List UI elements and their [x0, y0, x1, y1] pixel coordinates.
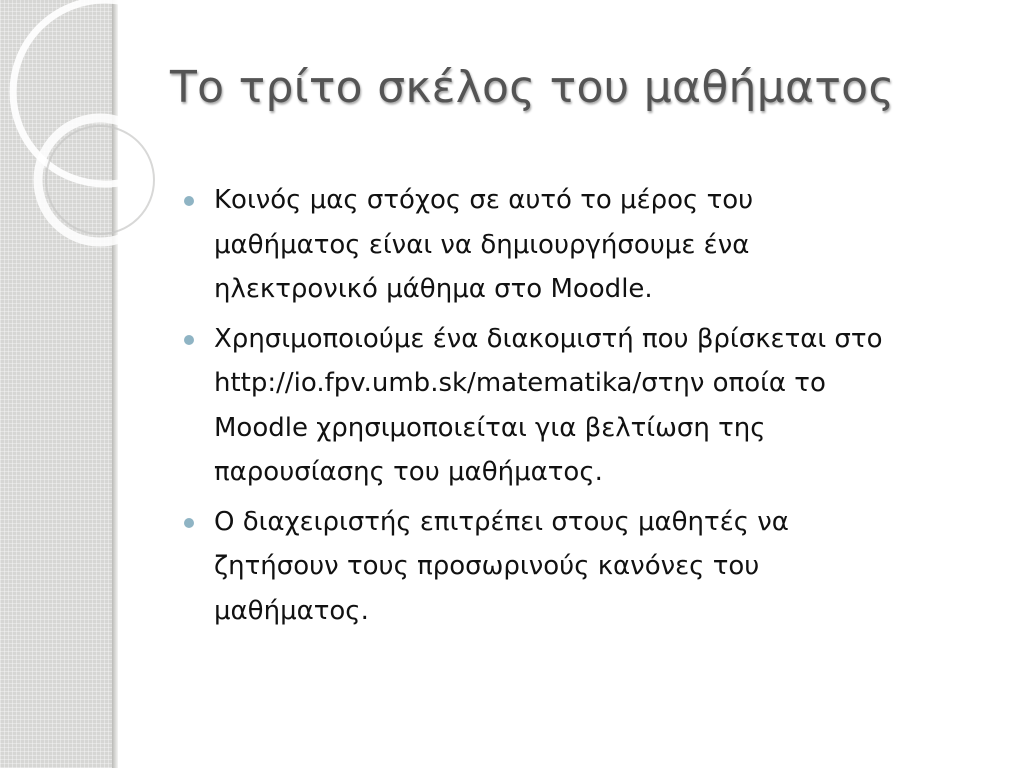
bullet-item-server: [178, 317, 898, 495]
bullet-item-admin: [178, 500, 898, 634]
small-ring: [38, 118, 162, 242]
bullet-list: [178, 178, 898, 638]
bullet-item-goal: [178, 178, 898, 312]
bullet-dot-icon: [184, 335, 194, 345]
bullet-text: Ο διαχειριστής επιτρέπει στους μαθητές να ζητήσουν τους προσωρινούς κανόνες του μαθήματος.: [214, 506, 789, 626]
slide-title: Το τρίτο σκέλος του μαθήματος: [170, 62, 895, 113]
bullet-text: Κοινός μας στόχος σε αυτό το μέρος του μαθήματος είναι να δημιουργήσουμε ένα ηλεκτρονικό μάθημα στο Moodle.: [214, 185, 754, 304]
bullet-dot-icon: [184, 518, 194, 528]
bullet-text: Χρησιμοποιούμε ένα διακομιστή που βρίσκεται στο http://io.fpv.umb.sk/matematika/στην οποία το Moodle χρησιμοποιείται για βελτίωση της παρουσίασης του μαθήματος.: [214, 323, 883, 487]
bullet-dot-icon: [184, 196, 194, 206]
